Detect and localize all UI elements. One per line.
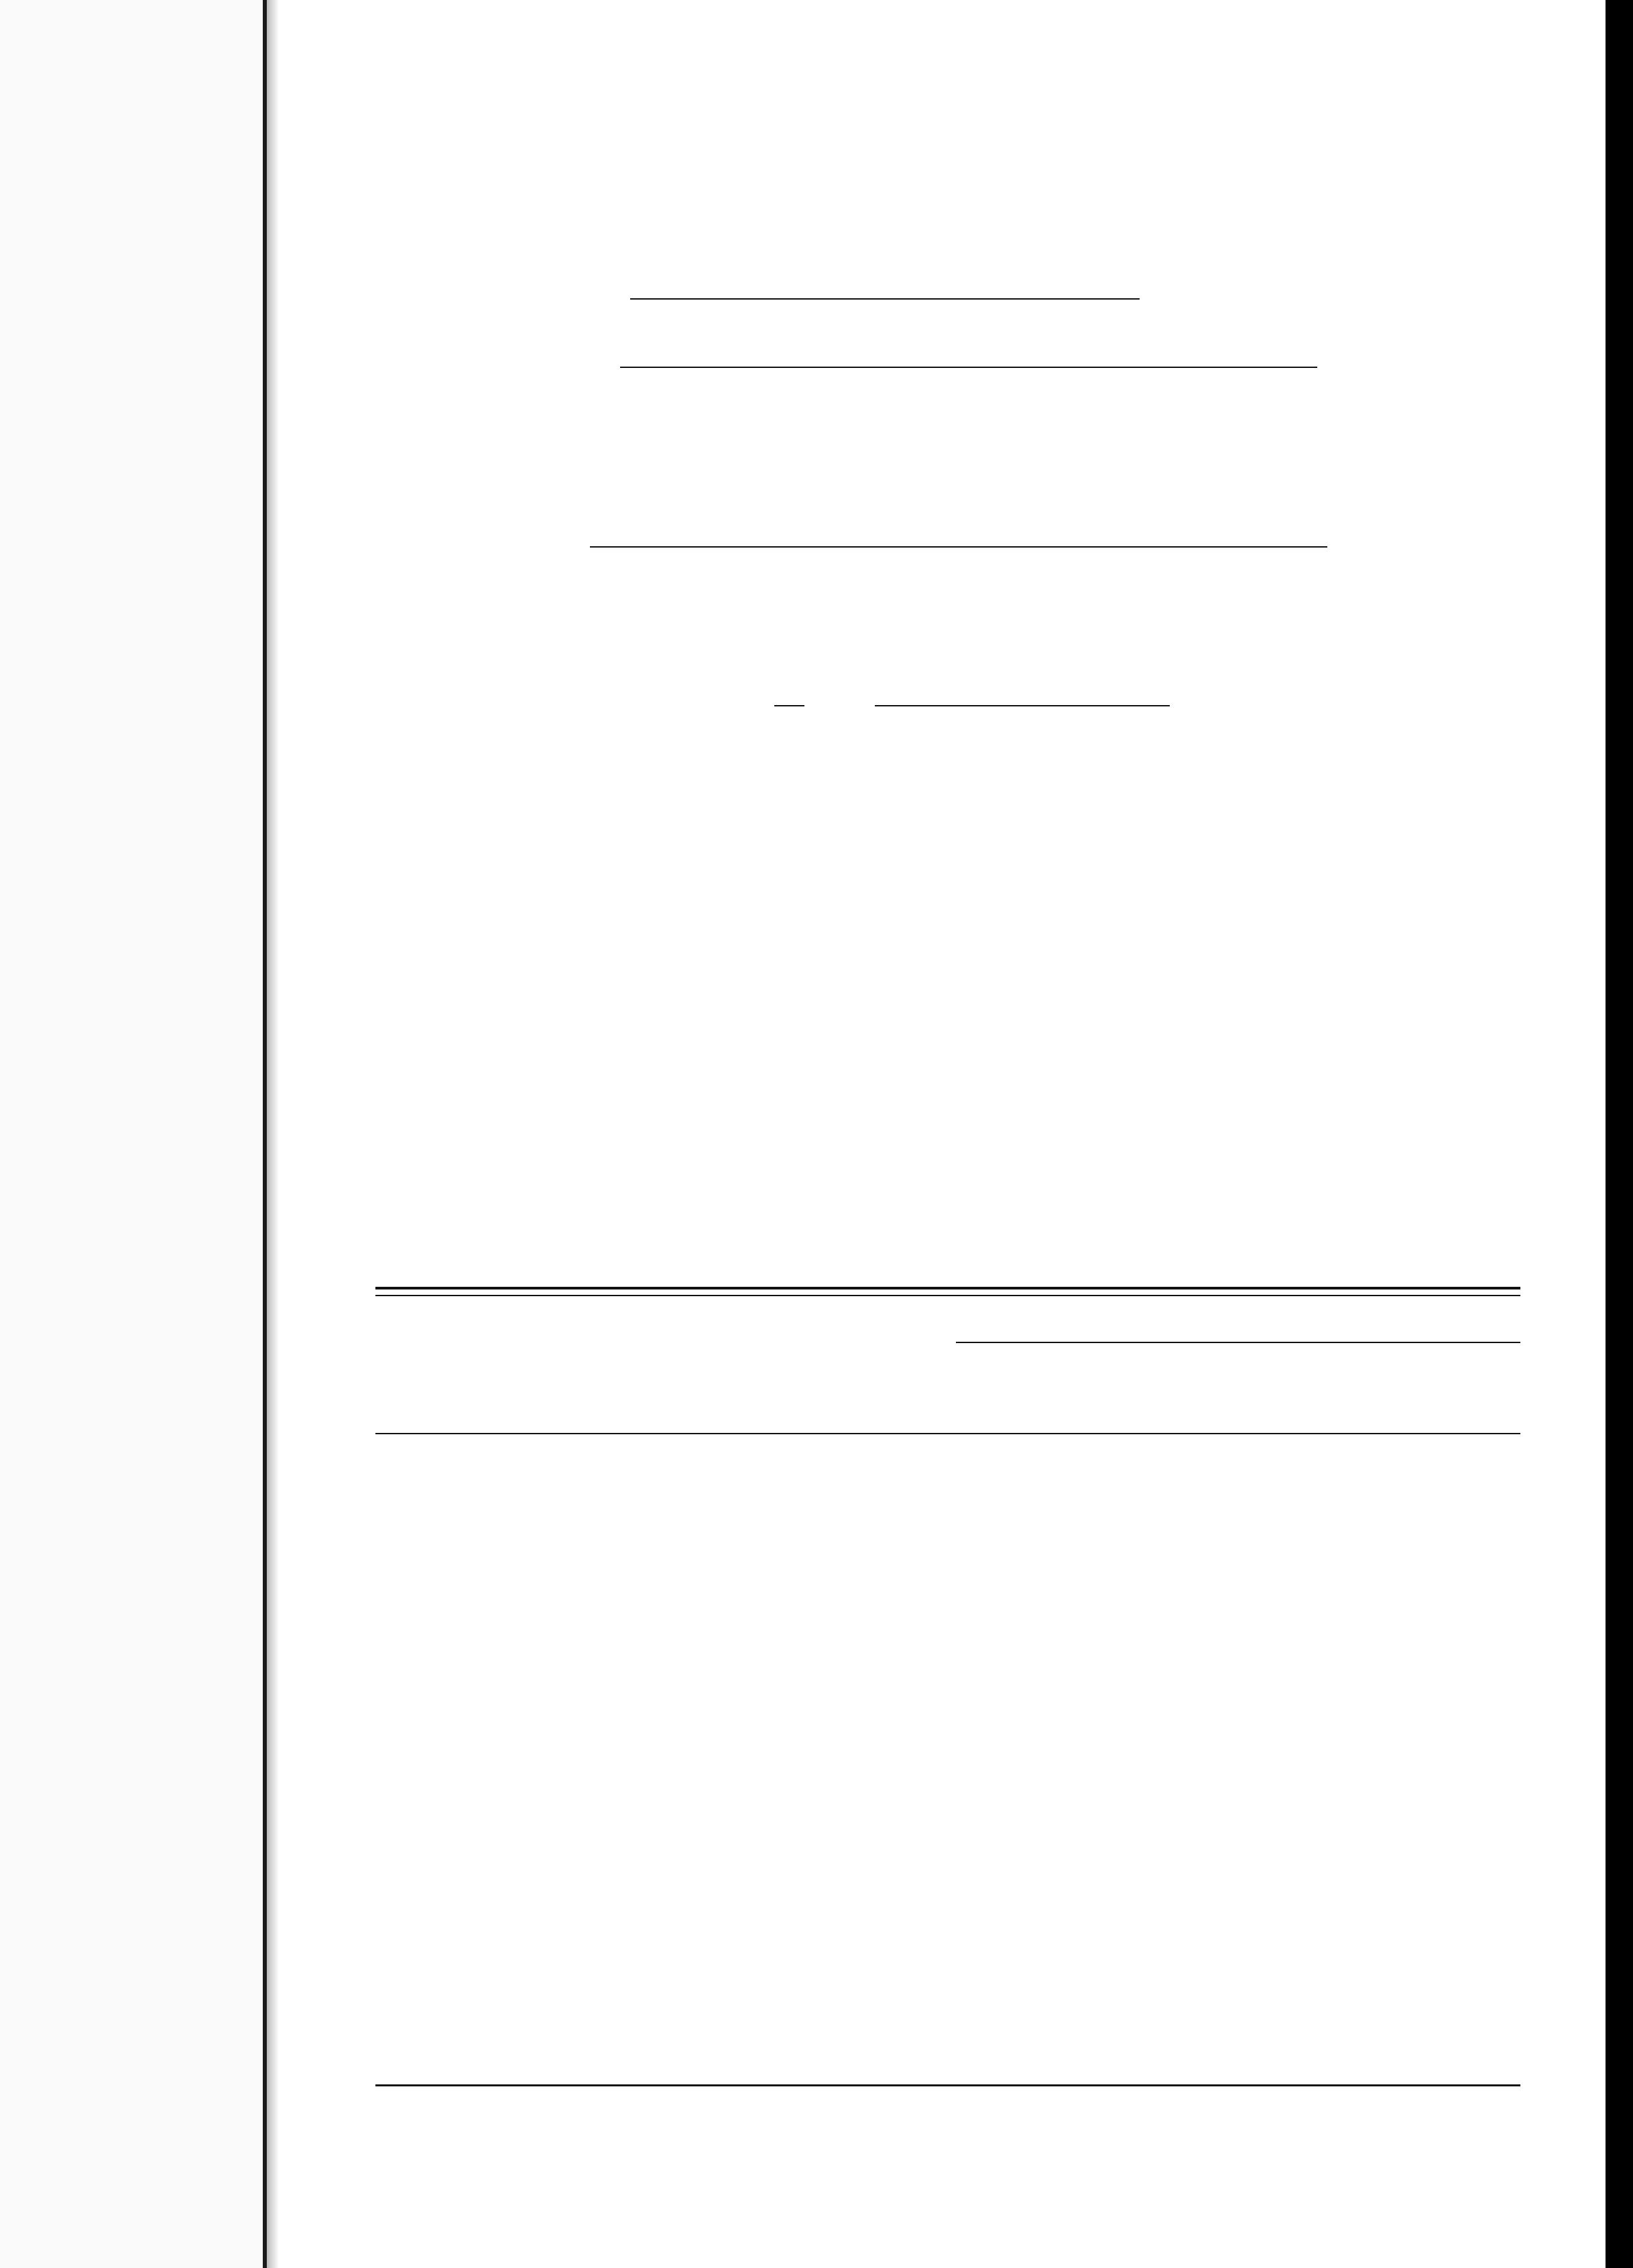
- table-top-rule-thin: [375, 1295, 1520, 1296]
- eq4-frac1-bar: [774, 705, 804, 706]
- gutter-shadow: [267, 0, 279, 2268]
- header-bottom-rule: [375, 1433, 1520, 1434]
- eq4-frac2-bar: [875, 705, 1170, 706]
- eq3-fraction-bar: [590, 546, 1327, 548]
- table-bottom-rule: [375, 2084, 1520, 2086]
- scan-edge: [1606, 0, 1633, 2268]
- paragraph-as-a1: [371, 419, 1524, 447]
- eq2-fraction-bar: [620, 367, 1317, 368]
- eq1-fraction-bar: [630, 298, 1140, 300]
- table-top-rule: [375, 1287, 1520, 1289]
- left-page-fragment: [0, 0, 263, 2268]
- spanner-rule: [956, 1342, 1520, 1343]
